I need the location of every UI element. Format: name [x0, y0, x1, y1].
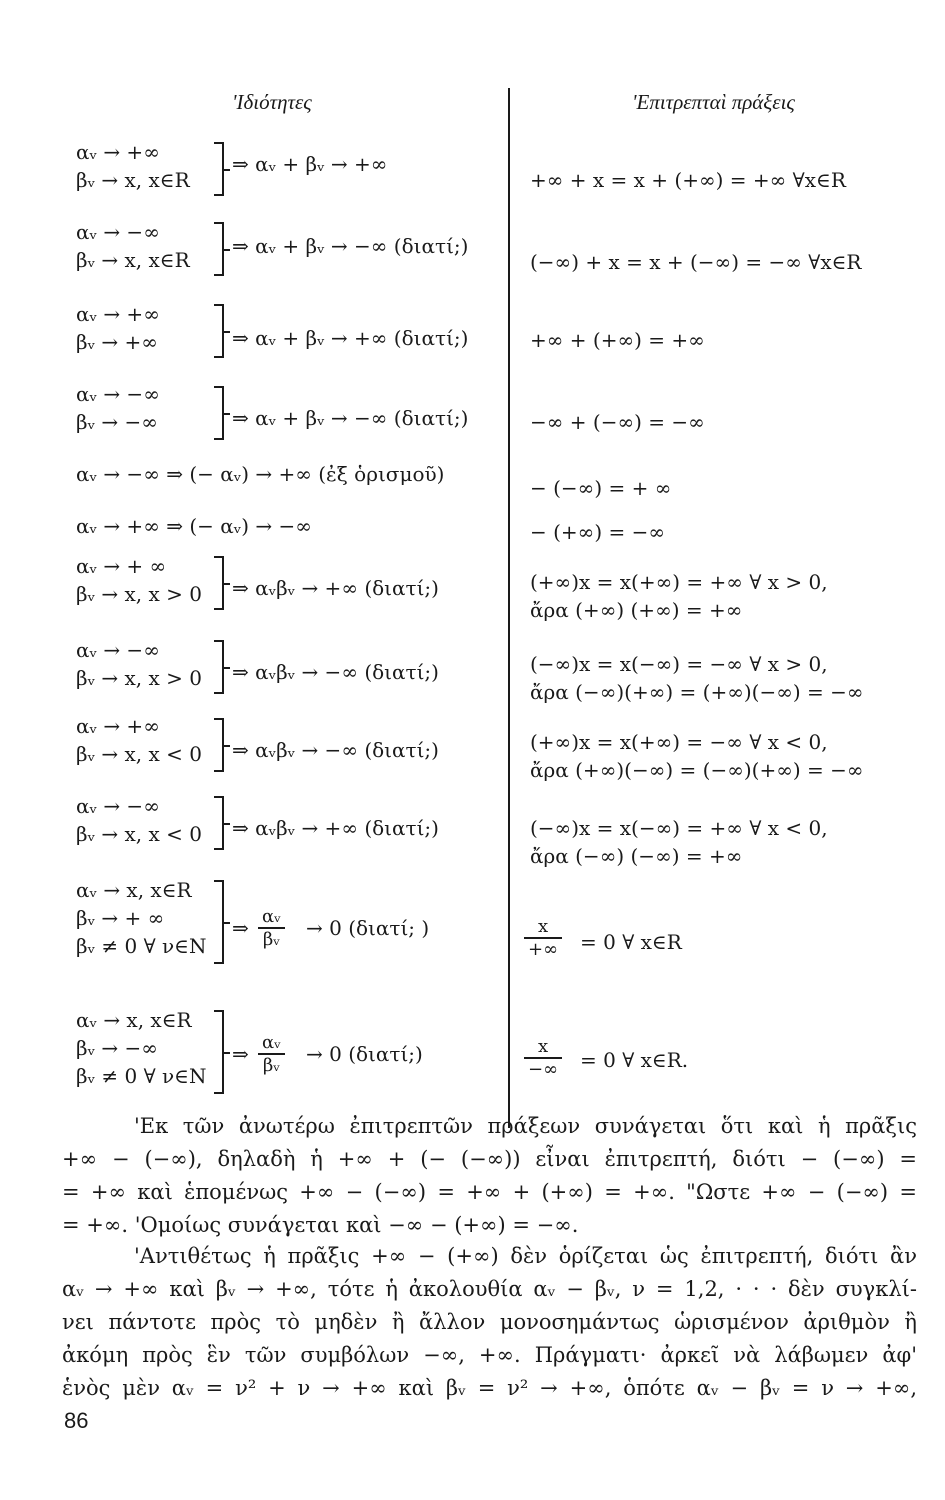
- fraction-numerator: αᵥ: [262, 906, 281, 927]
- text-line: αᵥ → +∞ καὶ βᵥ → +∞, τότε ἡ ἀκολουθία αᵥ − βᵥ, ν = 1,2, · · · δὲν συγκλί-: [62, 1277, 917, 1301]
- operation-line: − (−∞) = + ∞: [530, 476, 672, 500]
- implication: ⇒ αᵥβᵥ → +∞ (διατί;): [232, 576, 439, 600]
- conditions: [76, 792, 202, 848]
- text-line: ἀκόμη πρὸς ἓν τῶν συμβόλων −∞, +∞. Πράγματι· ἀρκεῖ νὰ λάβωμεν ἀφ': [62, 1343, 917, 1367]
- conditions: [76, 712, 202, 768]
- operation-suffix: = 0 ∀ x∈R.: [580, 1048, 689, 1072]
- implication: ⇒ αᵥ + βᵥ → +∞: [232, 152, 388, 176]
- operation-line: − (+∞) = −∞: [530, 520, 666, 544]
- condition-line: βᵥ → x, x < 0: [76, 742, 202, 766]
- column-title-properties: 'Ιδιότητες: [232, 90, 312, 114]
- single-property: αᵥ → −∞ ⇒ (− αᵥ) → +∞ (ἐξ ὁρισμοῦ): [76, 462, 445, 486]
- text-line: = +∞ καὶ ἑπομένως +∞ − (−∞) = +∞ + (+∞) = +∞. "Ωστε +∞ − (−∞) =: [62, 1180, 917, 1204]
- fraction-denominator: −∞: [524, 1057, 562, 1080]
- implication: ⇒ αᵥ + βᵥ → −∞ (διατί;): [232, 406, 469, 430]
- text-line: 'Αντιθέτως ἡ πρᾶξις +∞ − (+∞) δὲν ὁρίζεται ὡς ἐπιτρεπτή, διότι ἂν: [134, 1244, 917, 1268]
- condition-line: βᵥ → −∞: [76, 1036, 158, 1060]
- condition-line: αᵥ → x, x∈R: [76, 1008, 192, 1032]
- implication: ⇒ αᵥβᵥ → −∞ (διατί;): [232, 738, 439, 762]
- conditions: [76, 876, 206, 960]
- text-line: νει πάντοτε πρὸς τὸ μηδὲν ἢ ἄλλον μονοσημάντως ὡρισμένον ἀριθμὸν ἢ: [62, 1310, 917, 1334]
- brace: [214, 796, 224, 850]
- brace: [214, 718, 224, 772]
- implication-suffix: → 0 (διατί;): [306, 1042, 423, 1066]
- implication: ⇒ αᵥ + βᵥ → −∞ (διατί;): [232, 234, 469, 258]
- page-number: 86: [64, 1408, 89, 1433]
- condition-line: βᵥ → + ∞: [76, 906, 165, 930]
- operation-line: +∞ + (+∞) = +∞: [530, 328, 705, 352]
- condition-line: αᵥ → +∞: [76, 714, 160, 738]
- brace: [214, 386, 224, 440]
- implication: ⇒ αᵥβᵥ → +∞ (διατί;): [232, 816, 439, 840]
- condition-line: βᵥ → x, x∈R: [76, 248, 190, 272]
- condition-line: βᵥ ≠ 0 ∀ ν∈N: [76, 1064, 207, 1088]
- brace: [214, 1010, 224, 1094]
- condition-line: αᵥ → −∞: [76, 382, 160, 406]
- condition-line: αᵥ → −∞: [76, 638, 160, 662]
- fraction-denominator: +∞: [524, 937, 562, 960]
- operation-line: (−∞) + x = x + (−∞) = −∞ ∀x∈R: [530, 250, 862, 274]
- paragraph-undefined-operation: [62, 1240, 917, 1405]
- condition-line: αᵥ → + ∞: [76, 554, 167, 578]
- operations: [530, 518, 665, 546]
- condition-line: αᵥ → x, x∈R: [76, 878, 192, 902]
- operations: [530, 568, 828, 624]
- implication-prefix: ⇒: [232, 1042, 249, 1066]
- single-property: αᵥ → +∞ ⇒ (− αᵥ) → −∞: [76, 514, 312, 538]
- operations: [530, 474, 671, 502]
- fraction-numerator: x: [537, 1036, 549, 1057]
- operations: [530, 408, 705, 436]
- operations: [530, 326, 705, 354]
- condition-line: αᵥ → −∞: [76, 794, 160, 818]
- operations: [530, 650, 864, 706]
- conditions: [76, 1006, 206, 1090]
- column-divider: [508, 88, 510, 1128]
- text-line: 'Εκ τῶν ἀνωτέρω ἐπιτρεπτῶν πράξεων συνάγεται ὅτι καὶ ἡ πρᾶξις: [134, 1114, 917, 1138]
- implication-prefix: ⇒: [232, 916, 249, 940]
- operation-fraction: [524, 1036, 562, 1080]
- brace: [214, 556, 224, 610]
- condition-line: βᵥ → +∞: [76, 330, 158, 354]
- implication: ⇒ αᵥ + βᵥ → +∞ (διατί;): [232, 326, 469, 350]
- operations: [530, 166, 846, 194]
- operation-suffix: = 0 ∀ x∈R: [580, 930, 682, 954]
- condition-line: βᵥ → x, x > 0: [76, 666, 202, 690]
- condition-line: βᵥ → x, x∈R: [76, 168, 190, 192]
- condition-line: αᵥ → +∞: [76, 140, 160, 164]
- operations: [530, 248, 861, 276]
- operation-line: ἄρα (−∞) (−∞) = +∞: [530, 844, 743, 868]
- operations: [530, 728, 864, 784]
- condition-line: βᵥ ≠ 0 ∀ ν∈N: [76, 934, 207, 958]
- fraction-numerator: αᵥ: [262, 1032, 281, 1053]
- conditions: [76, 636, 202, 692]
- conditions: [76, 138, 190, 194]
- operation-line: −∞ + (−∞) = −∞: [530, 410, 705, 434]
- implication: ⇒ αᵥβᵥ → −∞ (διατί;): [232, 660, 439, 684]
- fraction-denominator: βᵥ: [258, 927, 285, 950]
- condition-line: αᵥ → −∞: [76, 220, 160, 244]
- column-title-permitted-operations: 'Επιτρεπταὶ πράξεις: [632, 90, 795, 114]
- brace: [214, 880, 224, 964]
- operation-line: (+∞)x = x(+∞) = −∞ ∀ x < 0,: [530, 730, 828, 754]
- operation-line: ἄρα (+∞) (+∞) = +∞: [530, 598, 743, 622]
- operation-line: (−∞)x = x(−∞) = −∞ ∀ x > 0,: [530, 652, 828, 676]
- operation-line: (−∞)x = x(−∞) = +∞ ∀ x < 0,: [530, 816, 828, 840]
- brace: [214, 142, 224, 196]
- operations: [530, 814, 828, 870]
- conditions: [76, 380, 160, 436]
- conditions: [76, 552, 202, 608]
- operation-line: ἄρα (+∞)(−∞) = (−∞)(+∞) = −∞: [530, 758, 864, 782]
- condition-line: βᵥ → −∞: [76, 410, 158, 434]
- text-line: = +∞. 'Ομοίως συνάγεται καὶ −∞ − (+∞) = −∞.: [62, 1213, 579, 1237]
- implication-fraction: [258, 1032, 285, 1076]
- condition-line: βᵥ → x, x > 0: [76, 582, 202, 606]
- brace: [214, 640, 224, 694]
- text-line: +∞ − (−∞), δηλαδὴ ἡ +∞ + (− (−∞)) εἶναι ἐπιτρεπτή, διότι − (−∞) =: [62, 1147, 917, 1171]
- brace: [214, 222, 224, 276]
- brace: [214, 304, 224, 358]
- operation-line: +∞ + x = x + (+∞) = +∞ ∀x∈R: [530, 168, 846, 192]
- operation-fraction: [524, 916, 562, 960]
- conditions: [76, 218, 190, 274]
- conditions: [76, 300, 160, 356]
- implication-fraction: [258, 906, 285, 950]
- fraction-denominator: βᵥ: [258, 1053, 285, 1076]
- operation-line: ἄρα (−∞)(+∞) = (+∞)(−∞) = −∞: [530, 680, 864, 704]
- condition-line: βᵥ → x, x < 0: [76, 822, 202, 846]
- fraction-numerator: x: [537, 916, 549, 937]
- text-line: ἑνὸς μὲν αᵥ = ν² + ν → +∞ καὶ βᵥ = ν² → +∞, ὁπότε αᵥ − βᵥ = ν → +∞,: [62, 1376, 917, 1400]
- implication-suffix: → 0 (διατί; ): [306, 916, 430, 940]
- paragraph-permitted-conclusion: [62, 1110, 917, 1242]
- condition-line: αᵥ → +∞: [76, 302, 160, 326]
- operation-line: (+∞)x = x(+∞) = +∞ ∀ x > 0,: [530, 570, 828, 594]
